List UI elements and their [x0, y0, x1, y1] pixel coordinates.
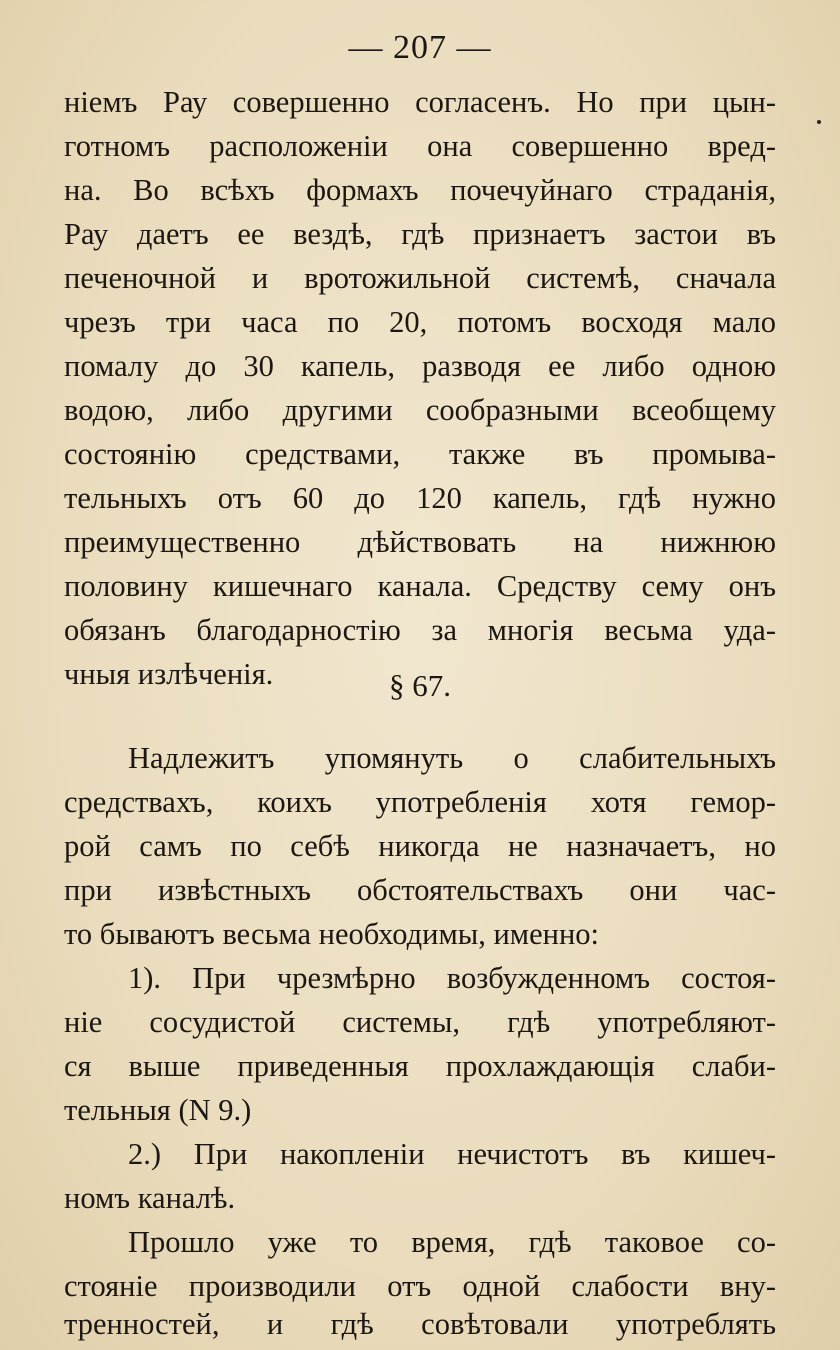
text-line: преимущественно дѣйствовать на нижнюю [64, 525, 776, 559]
text-line: рой самъ по себѣ никогда не назначаетъ, но [64, 829, 776, 863]
text-line: тельныя (N 9.) [64, 1093, 252, 1127]
text-line: Надлежитъ упомянуть о слабительныхъ [128, 741, 776, 775]
text-line: ніемъ Рау совершенно согласенъ. Но при цын- [64, 85, 776, 119]
text-line: номъ каналѣ. [64, 1181, 236, 1215]
text-line: состоянію средствами, также въ промыва- [64, 437, 776, 471]
text-line: стояніе производили отъ одной слабости вну- [64, 1269, 776, 1303]
page-number: — 207 — [348, 29, 492, 66]
text-line: ся выше приведенныя прохлаждающія слаби- [64, 1049, 776, 1083]
text-line: Прошло уже то время, гдѣ таковое со- [128, 1225, 776, 1259]
text-line: то бываютъ весьма необходимы, именно: [64, 917, 600, 951]
text-line: готномъ расположеніи она совершенно вред- [64, 129, 776, 163]
margin-mark [817, 120, 821, 124]
text-line: тренностей, и гдѣ совѣтовали употреблять [64, 1307, 776, 1341]
text-line: обязанъ благодарностію за многія весьма уда- [64, 613, 776, 647]
text-line: печеночной и вротожильной системѣ, сначала [64, 261, 776, 295]
text-line: тельныхъ отъ 60 до 120 капель, гдѣ нужно [64, 481, 776, 515]
text-line: 2.) При накопленіи нечистотъ въ кишеч- [128, 1137, 776, 1171]
text-line: Рау даетъ ее вездѣ, гдѣ признаетъ застои въ [64, 217, 776, 251]
text-line: ніе сосудистой системы, гдѣ употребляют- [64, 1005, 776, 1039]
text-line: чрезъ три часа по 20, потомъ восходя мало [64, 305, 776, 339]
text-line: средствахъ, коихъ употребленія хотя гемор- [64, 785, 776, 819]
text-line: помалу до 30 капель, разводя ее либо одною [64, 349, 776, 383]
section-heading: § 67. [389, 668, 451, 703]
text-line: 1). При чрезмѣрно возбужденномъ состоя- [128, 961, 776, 995]
text-line: при извѣстныхъ обстоятельствахъ они час- [64, 873, 776, 907]
text-line: водою, либо другими сообразными всеобщему [64, 393, 776, 427]
text-line: на. Во всѣхъ формахъ почечуйнаго страданія, [64, 173, 776, 207]
text-line: чныя излѣченія. [64, 657, 274, 691]
text-line: половину кишечнаго канала. Средству сему онъ [64, 569, 776, 603]
